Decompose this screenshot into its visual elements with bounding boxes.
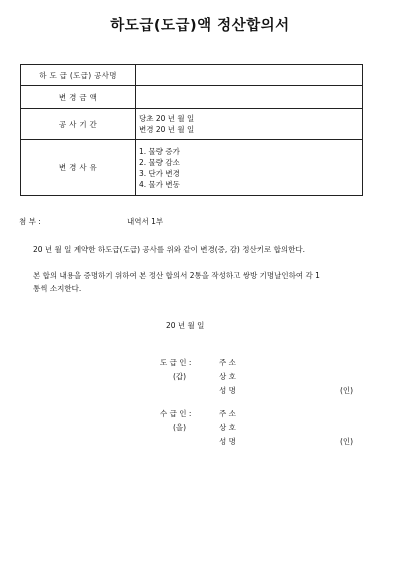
change-amount-label: 변 경 금 액 — [21, 86, 136, 109]
reason-item: 4. 물가 변동 — [139, 179, 180, 189]
construction-period-value[interactable] — [136, 109, 363, 140]
subcontractor-tag: (을) — [173, 423, 187, 432]
evidence-paragraph-line2: 통씩 소지한다. — [33, 284, 82, 293]
period-changed-line: 변경 20 년 월 일 — [139, 125, 195, 134]
subcontractor-name-label[interactable]: 성 명 — [219, 437, 236, 446]
table-row-change-reason — [21, 140, 363, 196]
subcontractor-company-label[interactable]: 상 호 — [219, 423, 236, 432]
document-title: 하도급(도급)액 정산합의서 — [110, 18, 290, 34]
construction-period-label: 공 사 기 간 — [21, 109, 136, 140]
settlement-table — [20, 64, 363, 196]
change-amount-value[interactable] — [136, 86, 363, 109]
contractor-tag: (갑) — [173, 372, 187, 381]
table-row-change-amount — [21, 86, 363, 109]
subcontractor-role: 수 급 인 : — [160, 409, 192, 418]
table-row-project-name — [21, 65, 363, 86]
change-reason-value[interactable] — [136, 140, 363, 196]
table-row-construction-period — [21, 109, 363, 140]
agreement-paragraph: 20 년 월 일 계약한 하도급(도급) 공사를 위와 같이 변경(증, 감) 정산키로 합의한다. — [33, 245, 305, 254]
attachment-value: 내역서 1부 — [127, 217, 164, 226]
contractor-role: 도 급 인 : — [160, 358, 192, 367]
reason-item: 1. 물량 증가 — [139, 146, 180, 156]
change-reason-label: 변 경 사 유 — [21, 140, 136, 196]
signing-date: 20 년 월 일 — [166, 321, 205, 330]
evidence-paragraph-line1: 본 합의 내용을 증명하기 위하여 본 정산 합의서 2통을 작성하고 쌍방 기명날인하여 각 1 — [33, 271, 320, 280]
contractor-address-label[interactable]: 주 소 — [219, 358, 236, 367]
subcontractor-address-label[interactable]: 주 소 — [219, 409, 236, 418]
contractor-name-label[interactable]: 성 명 — [219, 386, 236, 395]
subcontractor-seal: (인) — [340, 437, 354, 446]
attachment-label: 첨 부 : — [19, 217, 41, 226]
project-name-label: 하 도 급 (도급) 공사명 — [21, 65, 136, 86]
contractor-company-label[interactable]: 상 호 — [219, 372, 236, 381]
reason-item: 2. 물량 감소 — [139, 157, 180, 167]
contractor-seal: (인) — [340, 386, 354, 395]
project-name-value[interactable] — [136, 65, 363, 86]
reason-item: 3. 단가 변경 — [139, 168, 180, 178]
period-original-line: 당초 20 년 월 일 — [139, 114, 195, 123]
